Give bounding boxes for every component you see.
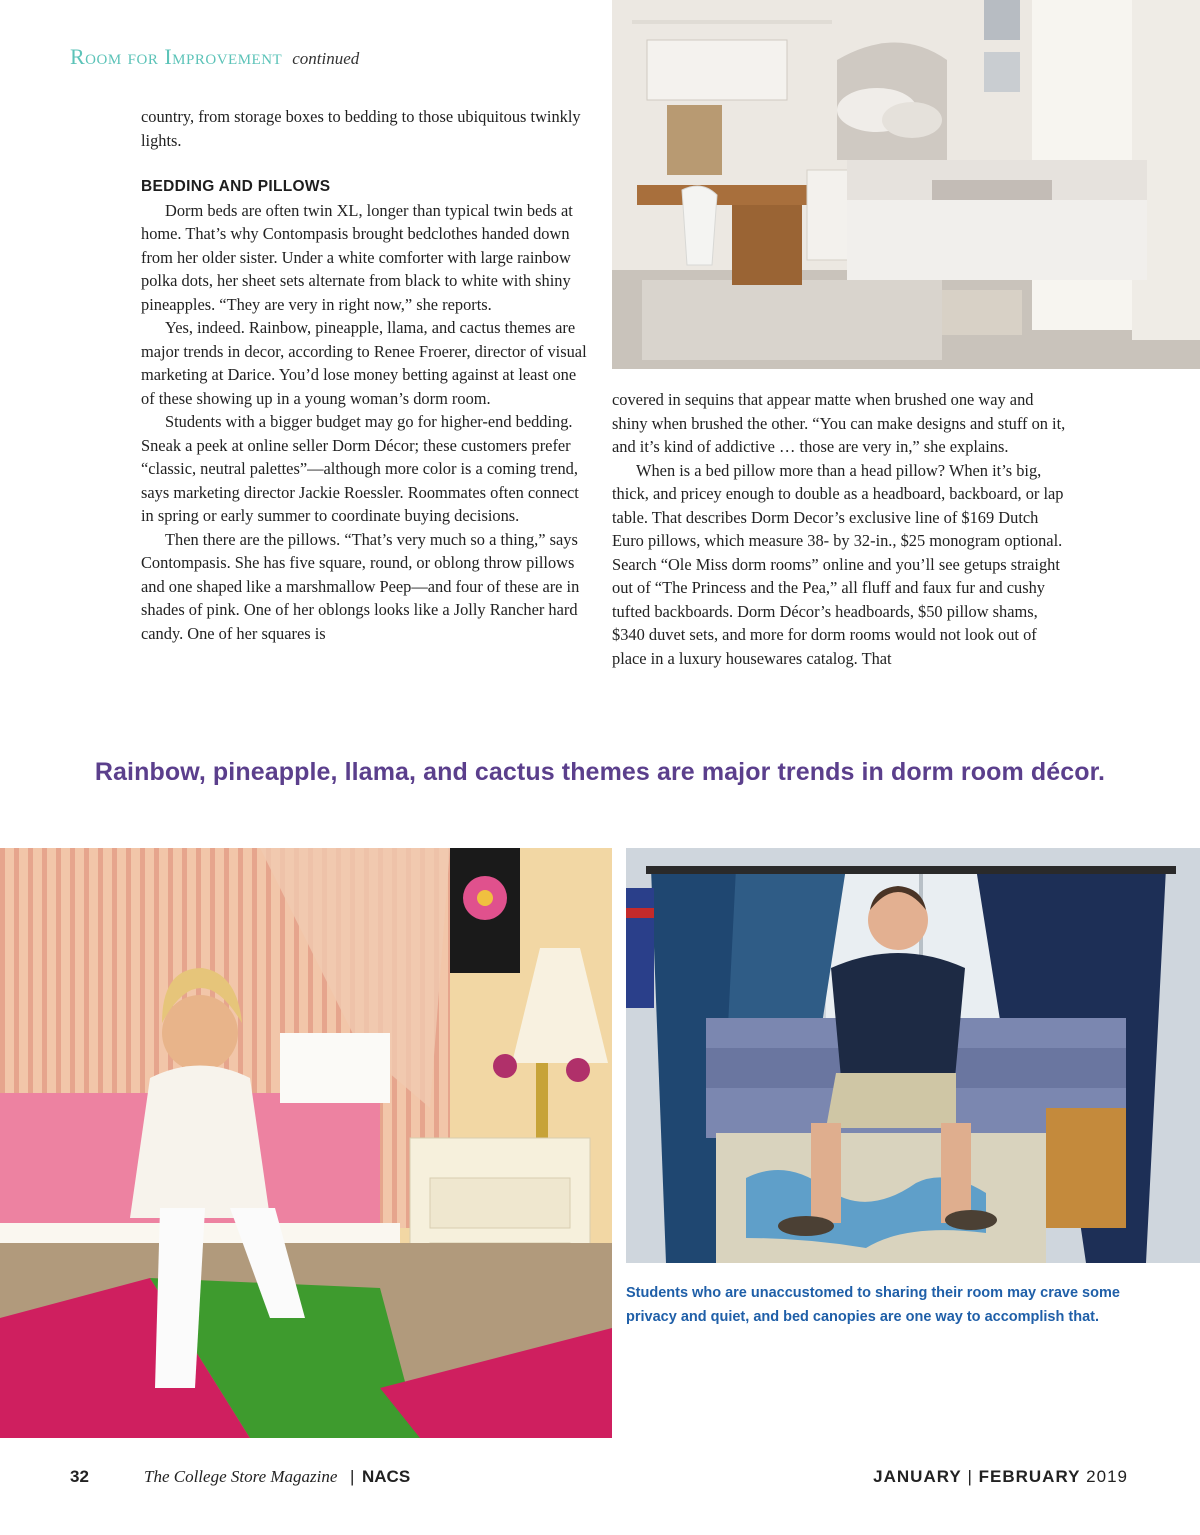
paragraph: Students with a bigger budget may go for higher-end bedding. Sneak a peek at online seller Dorm Décor; these customers prefer “classic, neutral palettes”—although more color is a coming trend, says marketing director Jackie Roessler. Roommates often connect in spring or early summer to coordinate buying decisions.: [141, 412, 579, 525]
paragraph: country, from storage boxes to bedding to those ubiquitous twinkly lights.: [141, 107, 581, 150]
paragraph: When is a bed pillow more than a head pillow? When it’s big, thick, and pricey enough to double as a headboard, backboard, or lap table. That describes Dorm Decor’s exclusive line of $169 Dutch Euro pillows, which measure 38- by 32-in., $25 monogram optional. Search “Ole Miss dorm rooms” online and you’ll see getups straight out of “The Princess and the Pea,” all fluff and faux fur and cushy tufted backboards. Dorm Décor’s headboards, $50 pillow shams, $340 duvet sets, and more for dorm rooms would not look out of place in a luxury housewares catalog. That: [612, 460, 1064, 668]
photo-student-pink-dorm: [0, 848, 612, 1438]
article-column-1: [141, 105, 591, 645]
subhead-bedding-and-pillows: BEDDING AND PILLOWS: [141, 178, 331, 195]
page-number: 32: [70, 1467, 89, 1486]
organization-name: NACS: [362, 1467, 411, 1486]
continued-label: continued: [292, 49, 360, 68]
page-footer: [0, 1467, 1200, 1491]
photo-student-bed-canopy: [626, 848, 1200, 1263]
section-title: Room for Improvement: [70, 44, 283, 69]
issue-date: [873, 1467, 1128, 1487]
pull-quote: Rainbow, pineapple, llama, and cactus themes are major trends in dorm room décor.: [94, 758, 1106, 786]
paragraph: covered in sequins that appear matte when brushed one way and shiny when brushed the other. “You can make designs and stuff on it, and it’s kind of addictive … those are very in,” she explains.: [612, 390, 1066, 456]
issue-month-separator: |: [967, 1467, 973, 1486]
paragraph: Then there are the pillows. “That’s very much so a thing,” says Contompasis. She has five square, round, or oblong throw pillows and one shaped like a marshmallow Peep—and four of these are in shades of pink. One of her oblongs looks like a Jolly Rancher hard candy. One of her squares is: [141, 529, 580, 643]
issue-month-1: JANUARY: [873, 1467, 962, 1486]
magazine-title: The College Store Magazine: [144, 1467, 338, 1486]
issue-year: 2019: [1086, 1467, 1128, 1486]
photo-white-dorm-room: [612, 0, 1200, 369]
article-column-2: [612, 388, 1068, 670]
photo-caption: Students who are unaccustomed to sharing their room may crave some privacy and quiet, and bed canopies are one way to accomplish that.: [626, 1285, 1120, 1325]
issue-month-2: FEBRUARY: [978, 1467, 1081, 1486]
section-running-head: [70, 44, 359, 70]
footer-separator: |: [350, 1467, 355, 1486]
paragraph: Yes, indeed. Rainbow, pineapple, llama, and cactus themes are major trends in decor, according to Renee Froerer, director of visual marketing at Darice. You’d lose money betting against at least one of these showing up in a young woman’s dorm room.: [141, 318, 587, 408]
paragraph: Dorm beds are often twin XL, longer than typical twin beds at home. That’s why Contompasis brought bedclothes handed down from her older sister. Under a white comforter with large rainbow polka dots, her sheet sets alternate from black to white with shiny pineapples. “They are very in right now,” she reports.: [141, 200, 573, 314]
